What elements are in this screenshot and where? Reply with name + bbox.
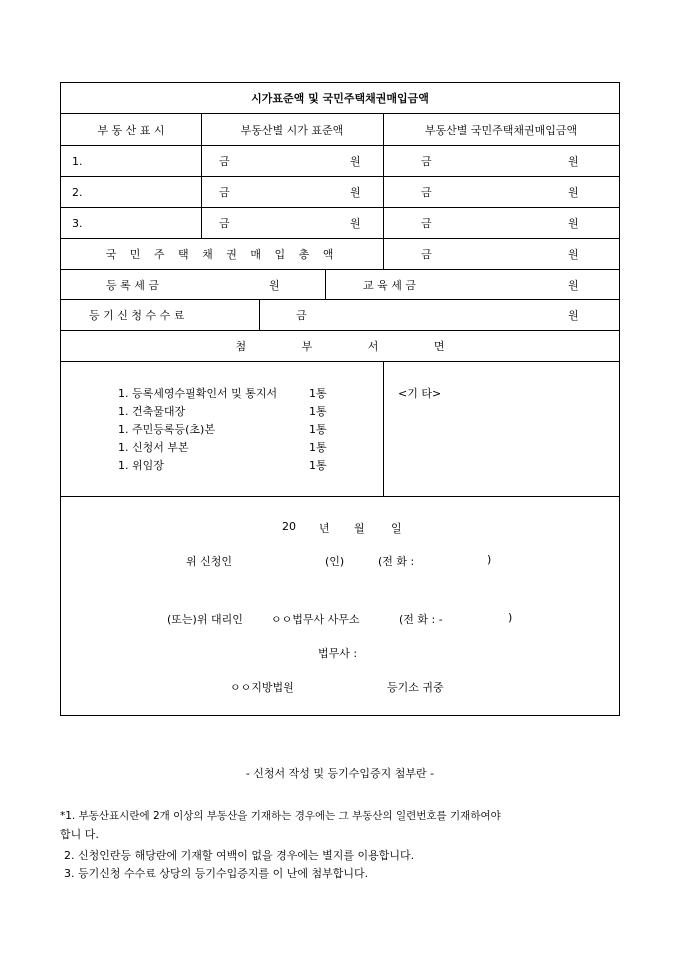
fee-label: 등 기 신 청 수 수 료 [89, 309, 185, 322]
geum-label: 금 [219, 186, 230, 199]
attachment-count: 1통 [309, 459, 327, 472]
attachments-body-row [61, 362, 619, 497]
won-label: 원 [568, 248, 579, 261]
fee-row [61, 300, 619, 331]
date-year: 20 [282, 520, 296, 533]
office-label: ㅇㅇ법무사 사무소 [271, 613, 360, 626]
won-label: 원 [350, 217, 361, 230]
attachments-title-row [61, 331, 619, 362]
won-label: 원 [568, 155, 579, 168]
table-row [61, 208, 619, 239]
table-header-row [61, 114, 619, 146]
geum-label: 금 [421, 248, 432, 261]
won-label: 원 [568, 217, 579, 230]
registry-label: 등기소 귀중 [387, 681, 444, 694]
date-day-unit: 일 [391, 522, 402, 535]
won-label: 원 [568, 186, 579, 199]
row-number: 1. [72, 154, 83, 168]
attachment-item: 1. 신청서 부본 [118, 441, 189, 454]
agent-label: (또는)위 대리인 [167, 613, 243, 626]
court-label: ㅇㅇ지방법원 [230, 681, 294, 694]
bond-total-row [61, 239, 619, 270]
attachment-item: 1. 주민등록등(초)본 [118, 423, 215, 436]
table-row [61, 177, 619, 208]
won-label: 원 [269, 278, 280, 292]
geum-label: 금 [421, 155, 432, 168]
header-standard-price: 부동산별 시가 표준액 [240, 123, 344, 137]
geum-label: 금 [421, 217, 432, 230]
header-bond-amount: 부동산별 국민주택채권매입금액 [424, 123, 578, 137]
attachment-count: 1통 [309, 423, 327, 436]
geum-label: 금 [219, 155, 230, 168]
note-item: *1. 부동산표시란에 2개 이상의 부동산을 기재하는 경우에는 그 부동산의 일련번호를 기재하여야 [60, 810, 501, 822]
geum-label: 금 [219, 217, 230, 230]
note-item: 3. 등기신청 수수료 상당의 등기수입증지를 이 난에 첨부합니다. [64, 867, 369, 880]
geum-label: 금 [421, 186, 432, 199]
education-tax-label: 교 육 세 금 [363, 278, 416, 292]
tax-row [61, 270, 619, 300]
seal-mark: (인) [325, 555, 345, 568]
agent-phone-close: ) [508, 611, 513, 624]
won-label: 원 [568, 309, 579, 322]
attachment-count: 1통 [309, 405, 327, 418]
notes-title: - 신청서 작성 및 등기수입증지 첨부란 - [245, 767, 435, 780]
registration-tax-label: 등 록 세 금 [106, 278, 159, 292]
won-label: 원 [350, 186, 361, 199]
attachments-title: 첨 부 서 면 [235, 340, 471, 353]
lawyer-label: 법무사 : [318, 647, 358, 660]
bond-total-label: 국 민 주 택 채 권 매 입 총 액 [105, 248, 339, 261]
phone-label: (전 화 : [378, 555, 415, 568]
applicant-label: 위 신청인 [186, 555, 233, 568]
attachment-item: 1. 건축물대장 [118, 405, 186, 418]
signature-area [61, 497, 619, 715]
attachment-count: 1통 [309, 387, 327, 400]
won-label: 원 [568, 278, 579, 292]
table-title: 시가표준액 및 국민주택채권매입금액 [251, 92, 429, 105]
table-title-row [61, 83, 619, 114]
table-row [61, 146, 619, 177]
row-number: 2. [72, 185, 83, 199]
date-year-unit: 년 [319, 522, 330, 535]
won-label: 원 [350, 155, 361, 168]
date-month-unit: 월 [354, 522, 365, 535]
attachment-item: 1. 위임장 [118, 459, 164, 472]
note-item: 2. 신청인란등 해당란에 기재할 여백이 없을 경우에는 별지를 이용합니다. [64, 849, 415, 862]
registration-form-table [60, 82, 620, 716]
row-number: 3. [72, 216, 83, 230]
other-label: <기 타> [398, 387, 442, 400]
attachment-item: 1. 등록세영수필확인서 및 통지서 [118, 387, 278, 400]
phone-close: ) [487, 553, 492, 566]
header-property: 부 동 산 표 시 [97, 123, 165, 137]
geum-label: 금 [296, 309, 307, 322]
agent-phone-label: (전 화 : - [399, 613, 443, 626]
attachment-count: 1통 [309, 441, 327, 454]
note-item-continuation: 합니 다. [60, 828, 99, 841]
